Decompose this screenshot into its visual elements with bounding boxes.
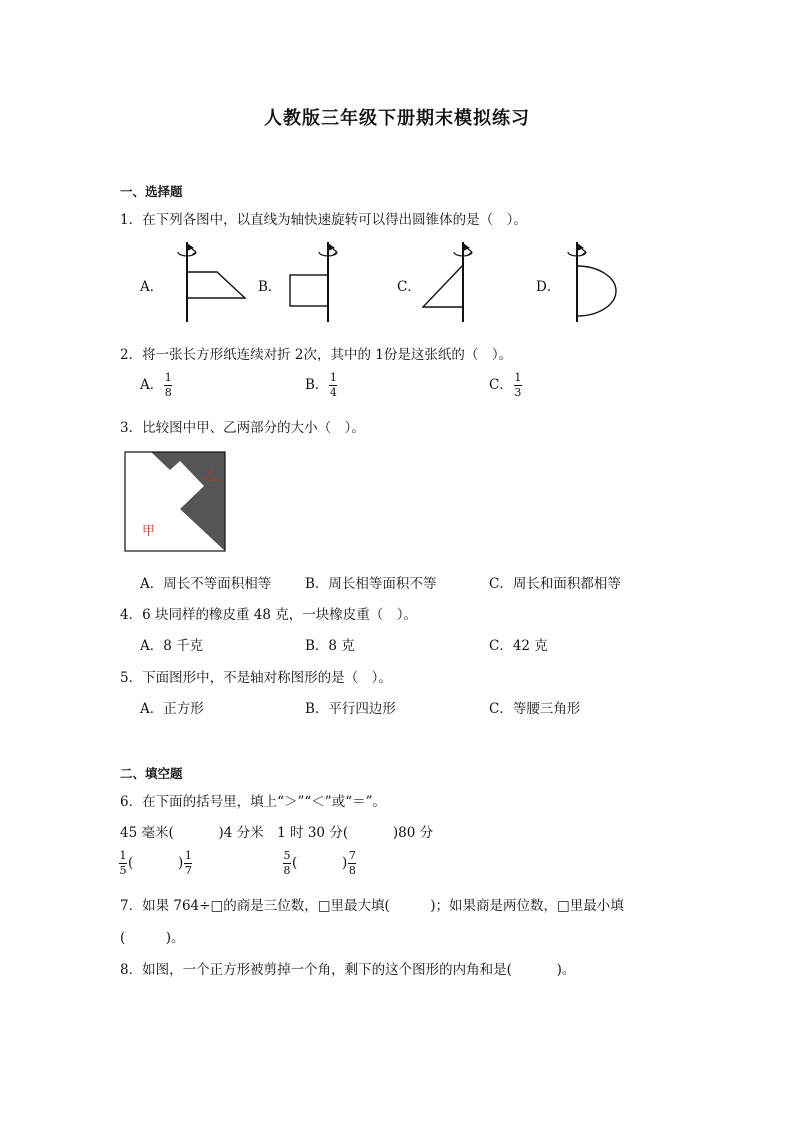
question-3: 3．比较图中甲、乙两部分的大小（ ）。 xyxy=(120,420,365,436)
question-7: 7．如果 764÷□的商是三位数，□里最大填( )；如果商是两位数，□里最小填 xyxy=(120,898,624,914)
q3-option-c: C．周长和面积都相等 xyxy=(489,576,621,592)
figure-c-triangle xyxy=(418,240,478,325)
q4-option-b: B．8 克 xyxy=(305,638,355,654)
option-a-label: A． xyxy=(140,279,164,295)
label-jia: 甲 xyxy=(142,524,156,539)
q3-option-a: A．周长不等面积相等 xyxy=(140,576,272,592)
q5-option-b: B．平行四边形 xyxy=(305,701,396,717)
question-6: 6．在下面的括号里，填上“＞”“＜”或“＝”。 xyxy=(120,794,386,810)
question-5: 5．下面图形中，不是轴对称图形的是（ ）。 xyxy=(120,670,392,686)
q5-option-a: A．正方形 xyxy=(140,701,204,717)
q5-option-c: C．等腰三角形 xyxy=(489,701,581,717)
q2-option-c: C． $\frac{1}{3}$ xyxy=(489,371,522,399)
figure-b-square xyxy=(285,240,345,325)
q6-line-2b: $\frac{5}{8}$ ( ) $\frac{7}{8}$ xyxy=(283,849,356,877)
q2-option-a: A． $\frac{1}{8}$ xyxy=(140,371,172,399)
q4-option-a: A．8 千克 xyxy=(140,638,204,654)
option-c-label: C． xyxy=(397,279,421,295)
page-title: 人教版三年级下册期末模拟练习 xyxy=(264,108,530,129)
option-d-label: D． xyxy=(536,279,561,295)
figure-d-semicircle xyxy=(560,240,630,325)
q4-option-c: C．42 克 xyxy=(489,638,548,654)
question-4: 4．6 块同样的橡皮重 48 克，一块橡皮重（ ）。 xyxy=(120,607,417,623)
question-1: 1．在下列各图中，以直线为轴快速旋转可以得出圆锥体的是（ ）。 xyxy=(120,212,527,228)
question-2: 2．将一张长方形纸连续对折 2次，其中的 1份是这张纸的（ ）。 xyxy=(120,347,513,363)
question-8: 8．如图，一个正方形被剪掉一个角，剩下的这个图形的内角和是( )。 xyxy=(120,962,576,978)
q6-line-1: 45 毫米( )4 分米 1 时 30 分( )80 分 xyxy=(120,825,434,841)
q2-option-b: B． $\frac{1}{4}$ xyxy=(305,371,337,399)
q6-line-2a: $\frac{1}{5}$ ( ) $\frac{1}{7}$ xyxy=(119,849,192,877)
q3-option-b: B．周长相等面积不等 xyxy=(305,576,437,592)
figure-a-trapezoid xyxy=(170,240,260,325)
question-7-continued: ( )。 xyxy=(120,930,185,946)
option-b-label: B． xyxy=(258,279,282,295)
section-heading-choice: 一、选择题 xyxy=(120,184,183,199)
section-heading-fill: 二、填空题 xyxy=(120,766,183,781)
label-yi: 乙 xyxy=(203,469,217,484)
